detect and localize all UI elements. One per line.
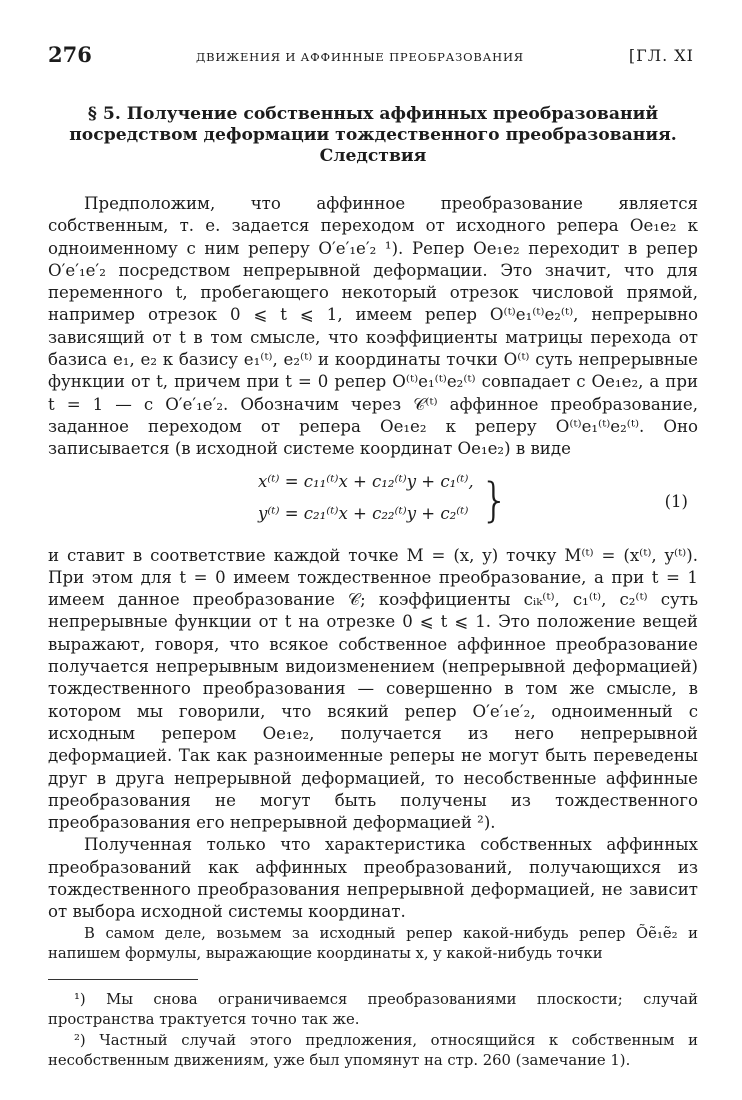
right-brace: } <box>480 472 510 527</box>
paragraph: Предположим, что аффинное преобразование является собственным, т. е. задается переходом от исходного репера Oe₁e₂ к одноименному с ним реперу O′e′₁e′₂ ¹). Репер Oe₁e₂ переходит в репер O′e′₁e′₂ посредством непрерывной деформации. Это значит, что для переменного t, пробегающего некоторый отрезок числовой прямой, например отрезок 0 ⩽ t ⩽ 1, имеем репер O⁽ᵗ⁾e₁⁽ᵗ⁾e₂⁽ᵗ⁾, непрерывно зависящий от t в том смысле, что коэффициенты матрицы перехода от базиса e₁, e₂ к базису e₁⁽ᵗ⁾, e₂⁽ᵗ⁾ и координаты точки O⁽ᵗ⁾ суть непрерывные функции от t, причем при t = 0 репер O⁽ᵗ⁾e₁⁽ᵗ⁾e₂⁽ᵗ⁾ совпадает с Oe₁e₂, а при t = 1 — с O′e′₁e′₂. Обозначим через 𝒞⁽ᵗ⁾ аффинное преобразование, заданное переходом от репера Oe₁e₂ к реперу O⁽ᵗ⁾e₁⁽ᵗ⁾e₂⁽ᵗ⁾. Оно записывается (в исходной системе координат Oe₁e₂) в виде <box>48 194 698 459</box>
footnotes <box>48 990 698 1072</box>
paragraph: и ставит в соответствие каждой точке M = (x, y) точку M⁽ᵗ⁾ = (x⁽ᵗ⁾, y⁽ᵗ⁾). При этом для t = 0 имеем тождественное преобразование, а при t = 1 имеем данное преобразование 𝒞; коэффициенты cᵢₖ⁽ᵗ⁾, c₁⁽ᵗ⁾, c₂⁽ᵗ⁾ суть непрерывные функции от t на отрезке 0 ⩽ t ⩽ 1. Это положение вещей выражают, говоря, что всякое собственное аффинное преобразование получается непрерывным видоизменением (непрерывной деформацией) тождественного преобразования — совершенно в том же смысле, в котором мы говорили, что всякий репер O′e′₁e′₂, одноименный с исходным репером Oe₁e₂, получается из него непрерывной деформацией. Так как разноименные реперы не могут быть переведены друг в друга непрерывной деформацией, то несобственные аффинные преобразования не могут быть получены из тождественного преобразования его непрерывной деформацией ²). <box>48 545 698 833</box>
chapter-label: [ГЛ. XI <box>628 46 694 65</box>
page-number: 276 <box>48 42 92 67</box>
running-header <box>48 36 698 70</box>
paragraph: Полученная только что характеристика собственных аффинных преобразований как аффинных преобразований, получающихся из тождественного преобразования непрерывной деформацией, не зависит от выбора исходной системы координат. <box>48 835 698 922</box>
equation-line: x⁽ᵗ⁾ = c₁₁⁽ᵗ⁾x + c₁₂⁽ᵗ⁾y + c₁⁽ᵗ⁾, <box>258 471 474 491</box>
equation-1 <box>48 469 698 539</box>
footnote: ¹) Мы снова ограничиваемся преобразованиями плоскости; случай пространства трактуется точно так же. <box>48 990 698 1029</box>
footnote: ²) Частный случай этого предложения, относящийся к собственным и несобственным движениям, уже был упомянут на стр. 260 (замечание 1). <box>48 1031 698 1070</box>
equation-line: y⁽ᵗ⁾ = c₂₁⁽ᵗ⁾x + c₂₂⁽ᵗ⁾y + c₂⁽ᵗ⁾ <box>258 503 469 523</box>
book-page <box>48 36 698 1072</box>
paragraph: В самом деле, возьмем за исходный репер какой-нибудь репер Õẽ₁ẽ₂ и напишем формулы, выражающие координаты x, y какой-нибудь точки <box>48 924 698 963</box>
section-title: § 5. Получение собственных аффинных преобразований посредством деформации тождественного преобразования. Следствия <box>69 104 677 166</box>
running-title: ДВИЖЕНИЯ И АФФИННЫЕ ПРЕОБРАЗОВАНИЯ <box>196 50 524 64</box>
main-text <box>48 193 698 965</box>
footnote-divider <box>48 979 198 980</box>
equation-number: (1) <box>664 491 688 511</box>
